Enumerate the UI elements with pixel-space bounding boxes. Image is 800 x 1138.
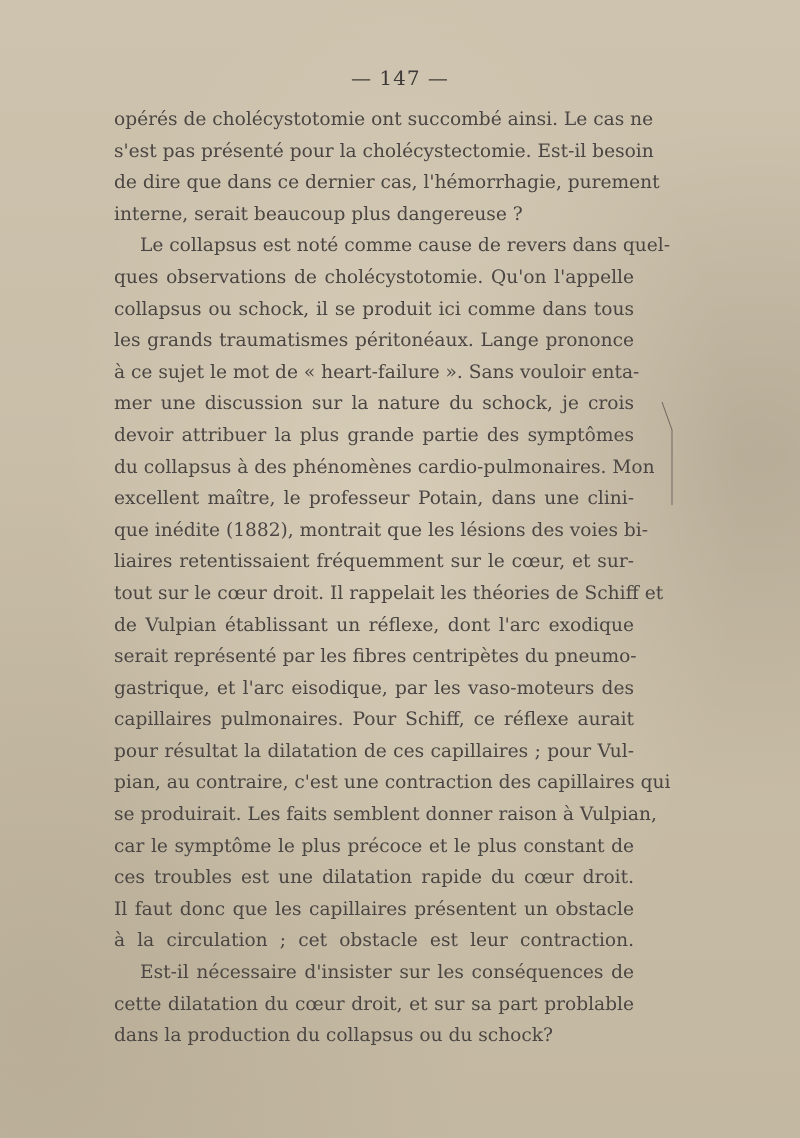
text-line: Il faut donc que les capillaires présentent un obstacle xyxy=(114,898,634,920)
text-line: se produirait. Les faits semblent donner raison à Vulpian, xyxy=(114,804,657,826)
text-line: cette dilatation du cœur droit, et sur sa part problable xyxy=(114,993,634,1015)
text-line: serait représenté par les fibres centripètes du pneumo- xyxy=(114,646,637,668)
text-line: du collapsus à des phénomènes cardio-pulmonaires. Mon xyxy=(114,456,655,478)
body-text xyxy=(114,104,671,1052)
text-line: s'est pas présenté pour la cholécystectomie. Est-il besoin xyxy=(114,140,654,162)
text-line: interne, serait beaucoup plus dangereuse ? xyxy=(114,203,523,225)
text-line: dans la production du collapsus ou du schock? xyxy=(114,1025,554,1047)
text-line: à ce sujet le mot de « heart-failure ». Sans vouloir enta- xyxy=(114,361,640,383)
text-line: capillaires pulmonaires. Pour Schiff, ce réflexe aurait xyxy=(114,709,634,731)
text-line: les grands traumatismes péritonéaux. Lange prononce xyxy=(114,330,634,352)
text-line: pour résultat la dilatation de ces capillaires ; pour Vul- xyxy=(114,740,634,762)
text-line: de Vulpian établissant un réflexe, dont l'arc exodique xyxy=(114,614,634,636)
page-number: — 147 — xyxy=(351,66,449,90)
text-line: que inédite (1882), montrait que les lésions des voies bi- xyxy=(114,519,649,541)
text-line: liaires retentissaient fréquemment sur le cœur, et sur- xyxy=(114,551,634,573)
text-line: ces troubles est une dilatation rapide du cœur droit. xyxy=(114,867,634,889)
text-line: excellent maître, le professeur Potain, dans une clini- xyxy=(114,488,634,510)
text-line: de dire que dans ce dernier cas, l'hémorrhagie, purement xyxy=(114,172,660,194)
text-line: car le symptôme le plus précoce et le plus constant de xyxy=(114,835,634,857)
margin-pencil-mark xyxy=(660,400,680,510)
text-line: gastrique, et l'arc eisodique, par les vaso-moteurs des xyxy=(114,677,634,699)
text-line: devoir attribuer la plus grande partie des symptômes xyxy=(114,424,634,446)
text-line: Le collapsus est noté comme cause de revers dans quel- xyxy=(140,235,671,257)
text-line: opérés de cholécystotomie ont succombé ainsi. Le cas ne xyxy=(114,109,654,130)
text-line: à la circulation ; cet obstacle est leur contraction. xyxy=(114,930,634,952)
text-line: mer une discussion sur la nature du schock, je crois xyxy=(114,393,634,415)
text-line: collapsus ou schock, il se produit ici comme dans tous xyxy=(114,298,634,320)
text-line: Est-il nécessaire d'insister sur les conséquences de xyxy=(140,962,634,984)
text-line: tout sur le cœur droit. Il rappelait les théories de Schiff et xyxy=(114,582,664,604)
text-line: ques observations de cholécystotomie. Qu'on l'appelle xyxy=(114,266,634,288)
text-line: pian, au contraire, c'est une contraction des capillaires qui xyxy=(114,772,671,794)
